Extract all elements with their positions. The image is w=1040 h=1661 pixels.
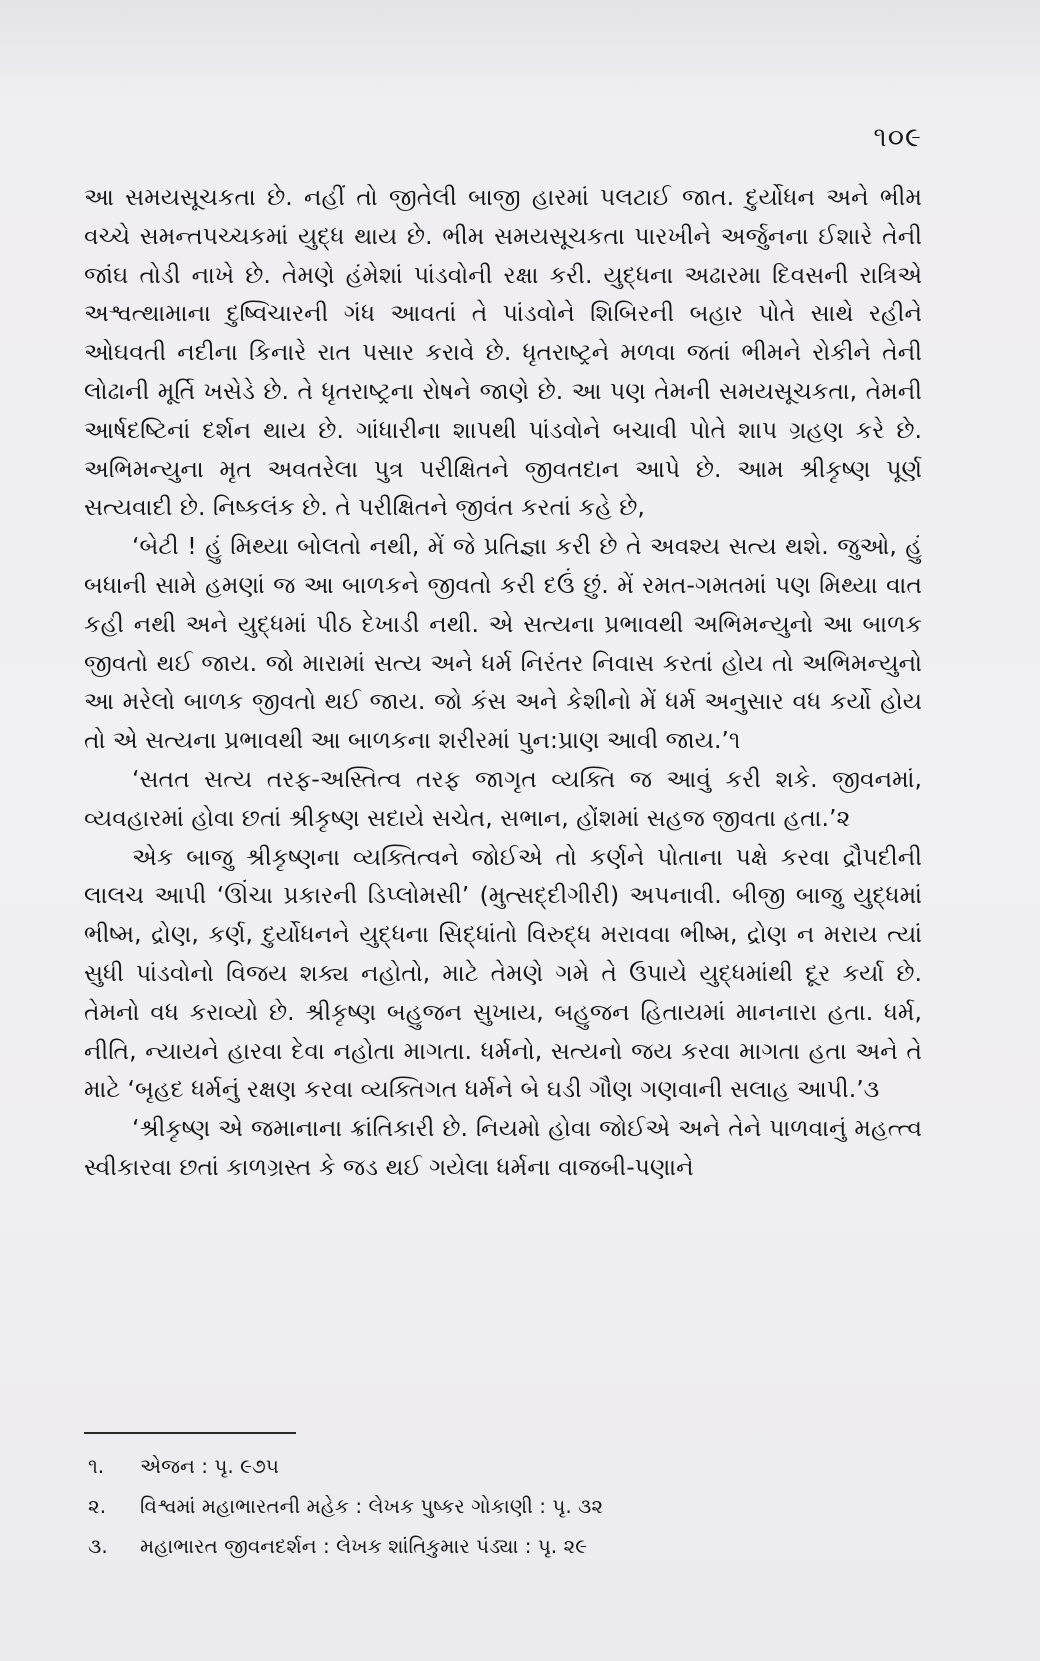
footnote-number: ૧. xyxy=(88,1454,105,1478)
paragraph-quote: ‘શ્રીકૃષ્ણ એ જમાનાના ક્રાંતિકારી છે. નિયમો હોવા જોઈએ અને તેને પાળવાનું મહત્ત્વ સ્વીકારવા છતાં કાળગ્રસ્ત કે જડ થઈ ગયેલા ધર્મના વાજબી-પણાને xyxy=(84,1114,922,1181)
paragraph-quote: ‘બેટી ! હું મિથ્યા બોલતો નથી, મેં જે પ્રતિજ્ઞા કરી છે તે અવશ્ય સત્ય થશે. જુઓ, હું બધાની સામે હમણાં જ આ બાળકને જીવતો કરી દઉં છું. મેં રમત-ગમતમાં પણ મિથ્યા વાત કહી નથી અને યુદ્ધમાં પીઠ દેખાડી નથી. એ સત્યના પ્રભાવથી અભિમન્યુનો આ બાળક જીવતો થઈ જાય. જો મારામાં સત્ય અને ધર્મ નિરંતર નિવાસ કરતાં હોય તો અભિમન્યુનો આ મરેલો બાળક જીવતો થઈ જાય. જો કંસ અને કેશીનો મેં ધર્મ અનુસાર વધ કર્યો હોય તો એ સત્યના પ્રભાવથી આ બાળકના શરીરમાં પુન:પ્રાણ આવી જાય.’૧ xyxy=(84,532,922,755)
footnote-text: મહાભારત જીવનદર્શન : લેખક શાંતિકુમાર પંડ્યા : પૃ. ૨૯ xyxy=(140,1534,588,1558)
footnote-text: વિશ્વમાં મહાભારતની મહેક : લેખક પુષ્કર ગોકાણી : પૃ. ૩૨ xyxy=(140,1494,604,1518)
paragraph: એક બાજુ શ્રીકૃષ્ણના વ્યક્તિત્વને જોઈએ તો કર્ણને પોતાના પક્ષે કરવા દ્રૌપદીની લાલચ આપી ‘ઊંચા પ્રકારની ડિપ્લોમસી’ (મુત્સદ્દીગીરી) અપનાવી. બીજી બાજુ યુદ્ધમાં ભીષ્મ, દ્રોણ, કર્ણ, દુર્યોધનને યુદ્ધના સિદ્ધાંતો વિરુદ્ધ મરાવવા ભીષ્મ, દ્રોણ ન મરાય ત્યાં સુધી પાંડવોનો વિજય શક્ય નહોતો, માટે તેમણે ગમે તે ઉપાયે યુદ્ધમાંથી દૂર કર્યા છે. તેમનો વધ કરાવ્યો છે. શ્રીકૃષ્ણ બહુજન સુખાય, બહુજન હિતાયમાં માનનારા હતા. ધર્મ, નીતિ, ન્યાયને હારવા દેવા નહોતા માગતા. ધર્મનો, સત્યનો જય કરવા માગતા હતા અને તે માટે ‘બૃહદ ધર્મનું રક્ષણ કરવા વ્યક્તિગત ધર્મને બે ઘડી ગૌણ ગણવાની સલાહ આપી.’૩ xyxy=(84,842,922,1104)
body-text xyxy=(84,178,922,1187)
footnote-number: ૩. xyxy=(88,1534,108,1558)
footnote xyxy=(88,1526,918,1566)
paragraph-quote: ‘સતત સત્ય તરફ-અસ્તિત્વ તરફ જાગૃત વ્યક્તિ જ આવું કરી શકે. જીવનમાં, વ્યવહારમાં હોવા છતાં શ્રીકૃષ્ણ સદાયે સચેત, સભાન, હોંશમાં સહજ જીવતા હતા.’૨ xyxy=(84,764,922,832)
footnote xyxy=(88,1486,918,1526)
page-number: ૧૦૯ xyxy=(873,122,922,153)
footnote-divider xyxy=(84,1432,296,1434)
footnotes xyxy=(88,1446,918,1566)
footnote-text: એજન : પૃ. ૯૭૫ xyxy=(140,1454,279,1478)
paragraph: આ સમયસૂચકતા છે. નહીં તો જીતેલી બાજી હારમાં પલટાઈ જાત. દુર્યોધન અને ભીમ વચ્ચે સમન્તપચ્ચકમાં યુદ્ધ થાય છે. ભીમ સમયસૂચકતા પારખીને અર્જુનના ઈશારે તેની જાંઘ તોડી નાખે છે. તેમણે હંમેશાં પાંડવોની રક્ષા કરી. યુદ્ધના અઢારમા દિવસની રાત્રિએ અશ્વત્થામાના દુષ્વિચારની ગંધ આવતાં તે પાંડવોને શિબિરની બહાર પોતે સાથે રહીને ઓઘવતી નદીના કિનારે રાત પસાર કરાવે છે. ધૃતરાષ્ટ્રને મળવા જતાં ભીમને રોકીને તેની લોઢાની મૂર્તિ ખસેડે છે. તે ધૃતરાષ્ટ્રના રોષને જાણે છે. આ પણ તેમની સમયસૂચકતા, તેમની આર્ષદષ્ટિનાં દર્શન થાય છે. ગાંધારીના શાપથી પાંડવોને બચાવી પોતે શાપ ગ્રહણ કરે છે. અભિમન્યુના મૃત અવતરેલા પુત્ર પરીક્ષિતને જીવતદાન આપે છે. આમ શ્રીકૃષ્ણ પૂર્ણ સત્યવાદી છે. નિષ્કલંક છે. તે પરીક્ષિતને જીવંત કરતાં કહે છે, xyxy=(84,183,922,522)
footnote xyxy=(88,1446,918,1486)
footnote-number: ૨. xyxy=(88,1494,107,1518)
